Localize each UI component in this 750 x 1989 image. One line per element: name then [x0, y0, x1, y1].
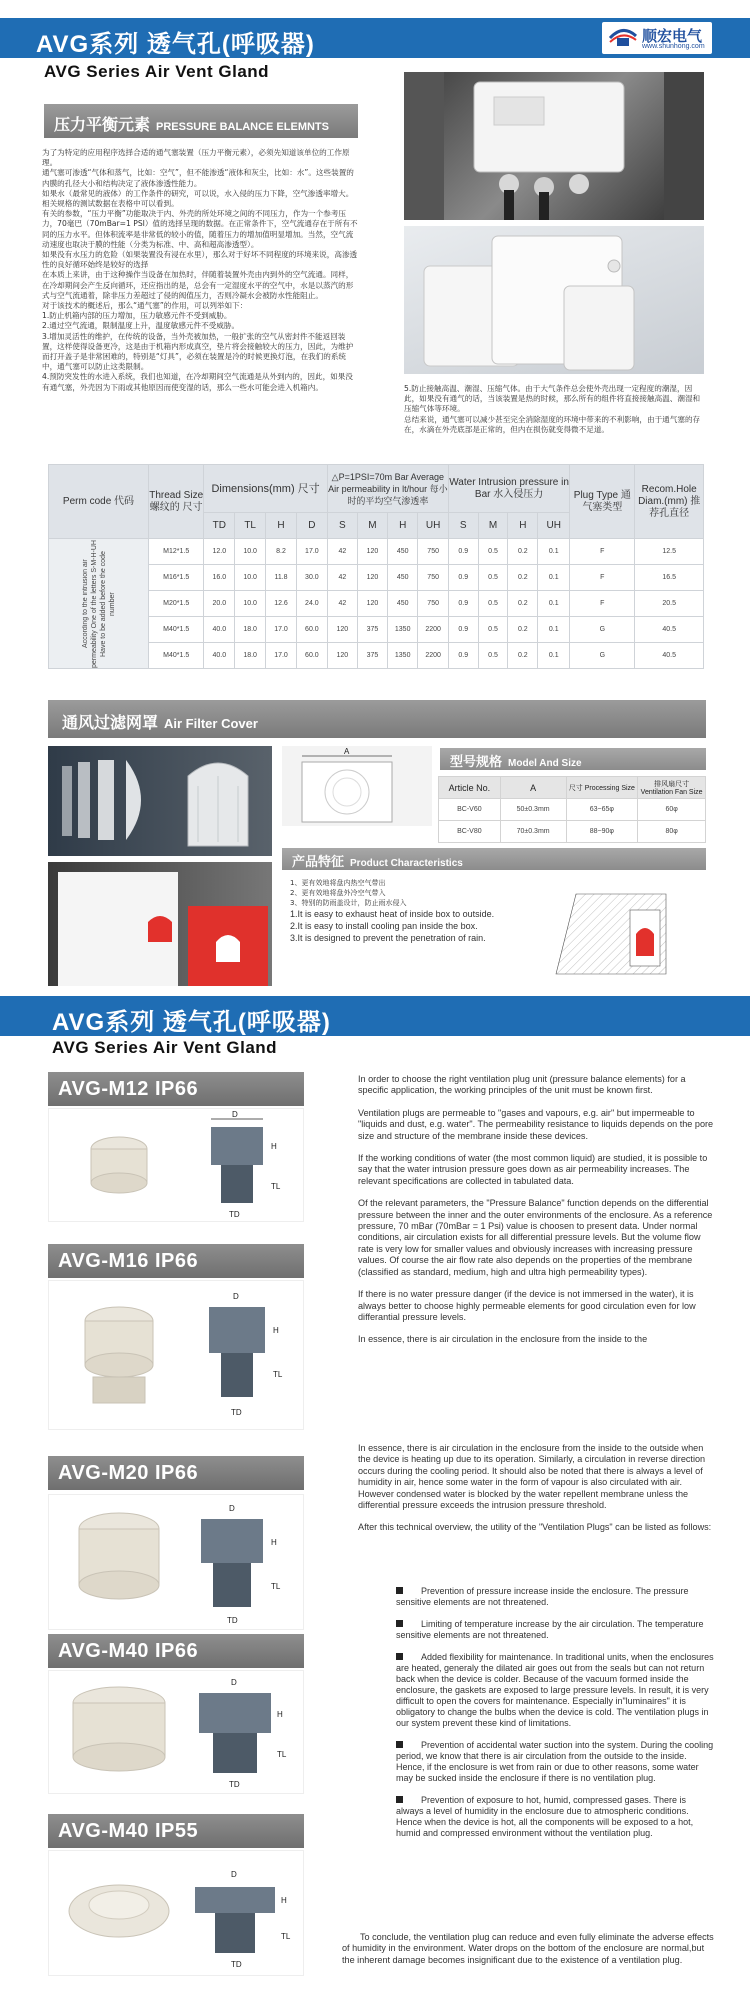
spec-cell: 120 — [327, 643, 357, 669]
dim-td: TD — [227, 1616, 238, 1625]
char-header-cn: 产品特征 — [292, 855, 345, 870]
spec-cell: 40.5 — [635, 617, 704, 643]
model-col-article: Article No. — [439, 777, 501, 799]
model-table — [438, 776, 706, 843]
spec-cell: 0.9 — [448, 591, 478, 617]
model-cell: 63~65φ — [566, 799, 638, 821]
spec-cell: 18.0 — [235, 643, 266, 669]
spec-cell: 0.1 — [538, 643, 570, 669]
dim-tl: TL — [273, 1370, 283, 1379]
en-para: Ventilation plugs are permeable to "gases and vapours, e.g. air" but impermeable to "liquids and dust, e.g. water". The permeability resistance to liquids depends on the pore size and structure of the membrane inside these devices. — [358, 1107, 714, 1141]
dim-h: H — [281, 1896, 287, 1905]
spec-cell: 42 — [327, 565, 357, 591]
spec-cell: 750 — [418, 591, 448, 617]
product-drawing-m12 — [49, 1109, 305, 1223]
spec-cell: F — [570, 565, 635, 591]
spec-cell: 0.5 — [478, 565, 508, 591]
sub-m: M — [478, 513, 508, 539]
pressure-para: 2.通过空气流通，限制温度上升，温度敏感元件不受威胁。 — [42, 321, 240, 331]
model-cell: 80φ — [638, 821, 706, 843]
spec-side-note — [49, 539, 149, 669]
en-para: Of the relevant parameters, the "Pressure Balance" function depends on the differential pressure between the inner and the outer environments of the enclosure. As a reference pressure, 70 mBar (70mBar = 1 Psi) value is choosen to present data. Under normal conditions, air circulation exists for all differential pressure levels. But the volume flow rate is very low for smaller values and obviously increases with increasing pressure values. Of course the air flow rate also depends on the properties of the membrane (classified as standard, medium, high and ultra high permeability types). — [358, 1198, 713, 1277]
spec-cell: 20.0 — [204, 591, 235, 617]
spec-body — [49, 539, 704, 669]
product-header-m20: AVG-M20 IP66 — [48, 1456, 304, 1490]
spec-cell: 16.0 — [204, 565, 235, 591]
bullet-square-icon — [396, 1741, 403, 1748]
english-text-middle — [358, 1443, 718, 1545]
spec-cell: 60.0 — [296, 643, 327, 669]
pressure-para: 如果水（最常见的液体）的工作条件的研究，可以说，水入侵的压力下降，空气渗透率增大。相关规格的测试数据在表格中可以看到。 — [42, 188, 354, 209]
company-logo — [602, 22, 712, 54]
pressure-para: 有关的参数，“压力平衡”功能取决于内、外壳的所处环境之间的不同压力，作为一个参考压力，70毫巴（70mBar=1 PSI）值的选择呈现的数据。在正常条件下，空气流通存在于所有不同的压力水平。但体积流率是非常低的较小的值，随着压力的增加值明显增加。当然，空气流动速度也取决于膜的性能（分类为标准、中、高和超高渗透型）。 — [42, 209, 358, 249]
char-item-cn: 2、更有效地将盘外冷空气带入 — [290, 889, 386, 897]
model-col-fan: 排风扇尺寸 Ventilation Fan Size — [638, 777, 706, 799]
header-plug: Plug Type 通气塞类型 — [570, 465, 635, 539]
char-item-cn: 1、更有效地将盘内热空气带出 — [290, 879, 386, 887]
product-header-m40-ip66: AVG-M40 IP66 — [48, 1634, 304, 1668]
spec-cell: M40*1.5 — [149, 617, 204, 643]
dim-td: TD — [229, 1210, 240, 1219]
spec-cell: 24.0 — [296, 591, 327, 617]
spec-cell: 450 — [387, 539, 417, 565]
pressure-para: 如果没有水压力的危险（如果装置没有浸在水里），那么对于好坏不同程度的环境来说，高渗透性的良好循环始终是较好的选择 — [42, 250, 358, 270]
sub-td: TD — [204, 513, 235, 539]
spec-cell: 11.8 — [266, 565, 297, 591]
bullet-text: Limiting of temperature increase by the air circulation. The temperature sensitive elements are not threatened. — [396, 1619, 704, 1640]
spec-cell: 12.0 — [204, 539, 235, 565]
pressure-text-left — [42, 148, 360, 393]
spec-cell: 120 — [357, 591, 387, 617]
product-header-m40-ip55: AVG-M40 IP55 — [48, 1814, 304, 1848]
characteristics-header — [282, 848, 706, 870]
model-cell: BC-V80 — [439, 821, 501, 843]
pressure-para: 为了为特定的应用程序选择合适的通气塞装置（压力平衡元素），必须先知道该单位的工作原理。 — [42, 148, 350, 168]
header-water: Water Intrusion pressure in Bar 水入侵压力 — [448, 465, 569, 513]
spec-cell: G — [570, 617, 635, 643]
filter-section-header — [48, 700, 706, 738]
spec-cell: 0.9 — [448, 565, 478, 591]
spec-cell: 375 — [357, 643, 387, 669]
spec-cell: 40.0 — [204, 617, 235, 643]
bullet-square-icon — [396, 1620, 403, 1627]
spec-cell: 0.1 — [538, 591, 570, 617]
model-header-cn: 型号规格 — [450, 755, 503, 770]
header-air: △P=1PSI=70m Bar Average Air permeability in lt/hour 每小时的平均空气渗透率 — [327, 465, 448, 513]
bullet-square-icon — [396, 1587, 403, 1594]
spec-cell: 17.0 — [266, 617, 297, 643]
spec-cell: M16*1.5 — [149, 565, 204, 591]
english-conclusion: To conclude, the ventilation plug can reduce and even fully eliminate the adverse effects of humidity in the environment. Water drops on the bottom of the enclosure are normal,but the inherent damage becomes insignificant due to the existence of a ventilation plug. — [342, 1932, 714, 1965]
pressure-header-cn: 压力平衡元素 — [54, 115, 151, 134]
spec-cell: 0.5 — [478, 617, 508, 643]
spec-cell: 40.5 — [635, 643, 704, 669]
spec-cell: 2200 — [418, 643, 448, 669]
bullet-text: Prevention of exposure to hot, humid, compressed gases. There is always a level of humidity in the enclosure due to atmospheric conditions. Hence when the device is hot, all the components will be exposed to a hot, humid and compressed environment without the ventilation plug. — [396, 1795, 694, 1838]
pressure-para: 1.防止机箱内部的压力增加，压力敏感元件不受到威胁。 — [42, 311, 232, 321]
spec-side-note-text: According to the intrusion air permeability One of the letters S-M-H-UH Have to be added before the code number — [81, 539, 116, 668]
dim-tl: TL — [277, 1750, 287, 1759]
spec-cell: 60.0 — [296, 617, 327, 643]
spec-cell: 450 — [387, 565, 417, 591]
top-banner — [0, 18, 750, 58]
dim-tl: TL — [271, 1182, 281, 1191]
dim-d: D — [233, 1292, 239, 1301]
char-item-en: 3.It is designed to prevent the penetration of rain. — [290, 933, 486, 943]
dim-d: D — [229, 1504, 235, 1513]
pressure-para: 对于该技术的概述后，那么“通气塞”的作用，可以列举如下： — [42, 301, 248, 311]
dim-d: D — [231, 1870, 237, 1879]
spec-cell: F — [570, 539, 635, 565]
bottom-banner-title: AVG系列 透气孔(呼吸器) — [52, 1009, 331, 1036]
model-header-en: Model And Size — [508, 758, 582, 769]
product-header-m16: AVG-M16 IP66 — [48, 1244, 304, 1278]
model-row — [439, 799, 706, 821]
spec-cell: 0.2 — [508, 617, 538, 643]
spec-header-row — [49, 465, 704, 513]
spec-cell: 750 — [418, 539, 448, 565]
white-box-illustration — [404, 226, 704, 374]
product-box-m16 — [48, 1280, 304, 1430]
sub-uh: UH — [418, 513, 448, 539]
banner-title: AVG系列 透气孔(呼吸器) — [36, 31, 315, 58]
char-header-en: Product Characteristics — [350, 858, 463, 869]
spec-cell: 120 — [357, 565, 387, 591]
spec-cell: 0.2 — [508, 591, 538, 617]
bullet-square-icon — [396, 1796, 403, 1803]
en-para: After this technical overview, the utility of the "Ventilation Plugs" can be listed as follows: — [358, 1522, 712, 1533]
enclosure-illustration — [404, 72, 704, 220]
filter-photo-mounted — [48, 862, 272, 986]
filter-dim-a: A — [344, 747, 350, 756]
spec-cell: 0.2 — [508, 643, 538, 669]
sub-h: H — [387, 513, 417, 539]
spec-cell: 1350 — [387, 643, 417, 669]
spec-cell: 17.0 — [266, 643, 297, 669]
filter-cutaway-illustration — [546, 874, 676, 984]
english-text-top — [358, 1074, 718, 1357]
sub-m: M — [357, 513, 387, 539]
spec-cell: 8.2 — [266, 539, 297, 565]
en-para: If the working conditions of water (the most common liquid) are studied, it is possible to say that the water intrusion pressure goes down as air permeability increases. The relevant specifications are collected in tabulated data. — [358, 1153, 708, 1186]
spec-cell: 10.0 — [235, 539, 266, 565]
sub-s: S — [327, 513, 357, 539]
top-subtitle: AVG Series Air Vent Gland — [44, 62, 270, 81]
filter-photo-parts — [48, 746, 272, 856]
spec-cell: 0.9 — [448, 643, 478, 669]
spec-cell: 0.9 — [448, 617, 478, 643]
header-hole: Recom.Hole Diam.(mm) 推荐孔直径 — [635, 465, 704, 539]
spec-cell: 750 — [418, 565, 448, 591]
model-cell: 70±0.3mm — [500, 821, 566, 843]
spec-cell: 0.1 — [538, 565, 570, 591]
spec-cell: 16.5 — [635, 565, 704, 591]
spec-cell: F — [570, 591, 635, 617]
dim-tl: TL — [271, 1582, 281, 1591]
sub-h: H — [266, 513, 297, 539]
pressure-section-header — [44, 104, 358, 138]
char-item-en: 2.It is easy to install cooling pan inside the box. — [290, 921, 478, 931]
en-para: In essence, there is air circulation in the enclosure from the inside to the outside when the device is heating up due to its operation. Similarly, a circulation in reverse direction occurs during the cooling period. It should also be noted that there is always a level of humidity in air, hence some water in the form of vapour is also circulated with air. However condensed water is blocked by the water repellent membrane unless the differential pressure exceeds the intrusion pressure threshold. — [358, 1443, 706, 1511]
spec-cell: 450 — [387, 591, 417, 617]
en-para: If there is no water pressure danger (if the device is not immersed in the water), it is always better to choose highly permeable elements for good circulation even for low differantial pressure levels. — [358, 1289, 696, 1322]
enclosure-photo-top — [404, 72, 704, 220]
spec-cell: M12*1.5 — [149, 539, 204, 565]
spec-cell: 10.0 — [235, 591, 266, 617]
model-size-header — [440, 748, 706, 770]
char-item-en: 1.It is easy to exhaust heat of inside box to outside. — [290, 909, 495, 919]
spec-cell: 0.2 — [508, 539, 538, 565]
product-drawing-m40-ip55 — [49, 1851, 305, 1977]
pressure-para: 通气塞可渗透“气体和蒸气，比如：空气”，但不能渗透“液体和灰尘，比如：水”。这些装置的内膜的孔径大小和结构决定了液体渗透性能力。 — [42, 168, 354, 188]
logo-name: 顺宏电气 — [642, 27, 703, 45]
dim-td: TD — [231, 1408, 242, 1417]
bullet-item — [396, 1619, 714, 1641]
spec-cell: 20.5 — [635, 591, 704, 617]
model-row — [439, 821, 706, 843]
spec-cell: 0.5 — [478, 591, 508, 617]
spec-cell: 17.0 — [296, 539, 327, 565]
spec-cell: 0.1 — [538, 539, 570, 565]
product-drawing-m20 — [49, 1495, 305, 1631]
spec-cell: 0.9 — [448, 539, 478, 565]
filter-dimension-drawing — [282, 746, 432, 826]
en-para: In order to choose the right ventilation plug unit (pressure balance elements) for a specific application, the working principles of the unit must be known first. — [358, 1074, 686, 1096]
bullet-item — [396, 1652, 714, 1729]
header-perm-code: Perm code 代码 — [49, 465, 149, 539]
model-col-processing: 尺寸 Processing Size — [566, 777, 638, 799]
spec-cell: M20*1.5 — [149, 591, 204, 617]
header-thread: Thread Size 螺纹的 尺寸 — [149, 465, 204, 539]
product-drawing-m16 — [49, 1281, 305, 1431]
characteristics-list — [290, 878, 552, 944]
spec-cell: 42 — [327, 591, 357, 617]
product-header-m12: AVG-M12 IP66 — [48, 1072, 304, 1106]
spec-row — [49, 539, 704, 565]
model-col-a: A — [500, 777, 566, 799]
dim-d: D — [232, 1110, 238, 1119]
dim-tl: TL — [281, 1932, 291, 1941]
spec-cell: 0.5 — [478, 539, 508, 565]
spec-cell: G — [570, 643, 635, 669]
pressure-right-para: 5.防止接触高温、潮湿、压缩气体。由于大气条件总会使外壳出现一定程度的潮湿，因此，如果没有通气的话，当该装置是热的时候，那么所有的组件将直接接触高温、潮湿和压缩气体等环境。 — [404, 384, 701, 414]
spec-cell: 120 — [357, 539, 387, 565]
spec-cell: 375 — [357, 617, 387, 643]
char-item-cn: 3、特别的防雨盖设计，防止雨水侵入 — [290, 899, 407, 907]
sub-tl: TL — [235, 513, 266, 539]
spec-cell: 0.5 — [478, 643, 508, 669]
sub-s: S — [448, 513, 478, 539]
filter-dimension-svg — [282, 746, 432, 826]
product-box-m12 — [48, 1108, 304, 1222]
dim-h: H — [271, 1538, 277, 1547]
model-cell: 60φ — [638, 799, 706, 821]
bullet-text: Prevention of accidental water suction into the system. During the cooling period, we know that there is air circulation from the outside to the inside. Hence, if the enclosure is wet from rain or due to other reasons, some water may be sucked inside the enclosure if there is no ventilation plug. — [396, 1740, 714, 1783]
bullet-square-icon — [396, 1653, 403, 1660]
spec-cell: 18.0 — [235, 617, 266, 643]
spec-table — [48, 464, 704, 669]
spec-cell: 12.6 — [266, 591, 297, 617]
spec-cell: 30.0 — [296, 565, 327, 591]
spec-cell: 0.2 — [508, 565, 538, 591]
bullet-item — [396, 1740, 714, 1784]
spec-cell: 120 — [327, 617, 357, 643]
filter-parts-illustration — [48, 746, 272, 856]
model-cell: 50±0.3mm — [500, 799, 566, 821]
enclosure-photo-white — [404, 226, 704, 374]
pressure-para: 在本质上来讲，由于这种操作当设备在加热时，伴随着装置外壳由内到外的空气流通。同样，在冷却期间会产生反向循环，还应指出的是，总会有一定湿度水平的空气中，水是以蒸汽的形式与空气流通着，除非压力差超过了侵的阀值压力，否则冷凝水会被防水性能阻止。 — [42, 270, 354, 300]
product-box-m20 — [48, 1494, 304, 1630]
dim-d: D — [231, 1678, 237, 1687]
logo-mark-icon — [608, 26, 638, 48]
english-bullets — [396, 1586, 714, 1850]
spec-cell: 40.0 — [204, 643, 235, 669]
spec-cell: 2200 — [418, 617, 448, 643]
filter-header-en: Air Filter Cover — [164, 716, 258, 731]
product-box-m40-ip55 — [48, 1850, 304, 1976]
sub-uh: UH — [538, 513, 570, 539]
bullet-item — [396, 1795, 714, 1839]
pressure-para: 4.预防突发性的水进入系统，我们也知道，在冷却期间空气流通是从外到内的，因此，如果没有通气塞，外壳因为下雨或其他原因而使变湿的话，那么一些水可能会进入机箱内。 — [42, 372, 353, 392]
dim-td: TD — [229, 1780, 240, 1789]
pressure-right-para: 总结来说，通气塞可以减少甚至完全消除湿度的环境中带来的不利影响，由于通气塞的存在，水滴在外壳底部是正常的，但内在损伤就变得微不足道。 — [404, 414, 701, 434]
dim-h: H — [273, 1326, 279, 1335]
pressure-header-en: PRESSURE BALANCE ELEMNTS — [156, 121, 329, 133]
pressure-text-right — [404, 384, 706, 435]
model-cell: BC-V60 — [439, 799, 501, 821]
spec-cell: 42 — [327, 539, 357, 565]
bottom-banner — [0, 996, 750, 1036]
dim-h: H — [271, 1142, 277, 1151]
model-cell: 88~90φ — [566, 821, 638, 843]
spec-cell: 10.0 — [235, 565, 266, 591]
spec-cell: 12.5 — [635, 539, 704, 565]
bottom-subtitle: AVG Series Air Vent Gland — [52, 1038, 278, 1057]
sub-h: H — [508, 513, 538, 539]
sub-d: D — [296, 513, 327, 539]
en-para: In essence, there is air circulation in the enclosure from the inside to the — [358, 1334, 648, 1345]
bullet-text: Added flexibility for maintenance. In traditional units, when the enclosures are heated, generaly the dilated air goes out from the seals but can not return back when the device is colder. Because of the vacuum formed inside the enclosure, the gaskets are exposed to large pressure levels. In result, it is very difficult to open the covers for maintenance. Especially in"luminaires" it is obligatory to change the bulbs when the device is cold. The ventilation plugs in our system prevent these kind of limitations. — [396, 1652, 714, 1728]
pressure-para: 3.增加灵活性的维护，在传统的设备，当外壳被加热，一般扩张的空气从密封件不能返回装置，这样使得设备更冷，这是由于机箱内形成真空，垫片将会接触较大的压力，因此，为维护而打开盖子是非常困难的，特别是“灯具”，必须在装置是冷的时候更换灯泡，在我们的系统中，通气塞可以防止这类限制。 — [42, 331, 354, 372]
dim-h: H — [277, 1710, 283, 1719]
mounted-filter-illustration — [48, 862, 272, 986]
product-drawing-m40-ip66 — [49, 1671, 305, 1795]
spec-cell: 1350 — [387, 617, 417, 643]
bullet-item — [396, 1586, 714, 1608]
model-header-row — [439, 777, 706, 799]
filter-header-cn: 通风过滤网罩 — [62, 713, 159, 732]
logo-url: www.shunhong.com — [642, 43, 705, 50]
product-box-m40-ip66 — [48, 1670, 304, 1794]
header-dimensions: Dimensions(mm) 尺寸 — [204, 465, 327, 513]
spec-cell: 0.1 — [538, 617, 570, 643]
bullet-text: Prevention of pressure increase inside the enclosure. The pressure sensitive elements are not threatened. — [396, 1586, 689, 1607]
spec-cell: M40*1.5 — [149, 643, 204, 669]
dim-td: TD — [231, 1960, 242, 1969]
